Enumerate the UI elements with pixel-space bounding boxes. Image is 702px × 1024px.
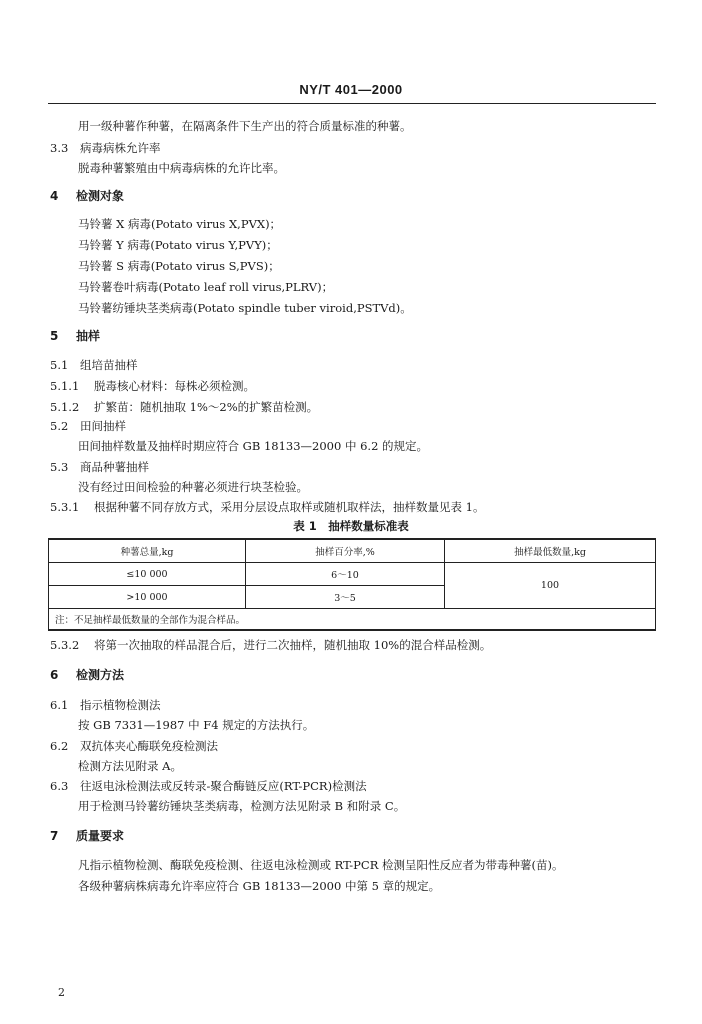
section-title: 商品种薯抽样 xyxy=(80,460,149,474)
paragraph-line: 用一级种薯作种薯，在隔离条件下生产出的符合质量标准的种薯。 xyxy=(78,119,412,133)
section-5-3-2 xyxy=(50,637,491,653)
section-5-1-2 xyxy=(50,399,318,415)
section-number: 6.2 xyxy=(50,739,69,753)
table-cell: ≤10 000 xyxy=(49,563,246,586)
section-6-heading xyxy=(50,667,124,683)
section-5-heading xyxy=(50,328,100,344)
column-header: 种薯总量,kg xyxy=(49,539,246,563)
column-header: 抽样百分率,% xyxy=(246,539,445,563)
paragraph-line: 没有经过田间检验的种薯必须进行块茎检验。 xyxy=(78,480,308,494)
table-caption: 表 1 抽样数量标准表 xyxy=(293,519,409,533)
section-title: 检测方法 xyxy=(76,668,125,682)
section-text: 根据种薯不同存放方式，采用分层设点取样或随机取样法，抽样数量见表 1。 xyxy=(94,500,485,514)
section-number: 6 xyxy=(50,668,59,682)
table-cell: >10 000 xyxy=(49,586,246,609)
paragraph-line: 各级种薯病株病毒允许率应符合 GB 18133—2000 中第 5 章的规定。 xyxy=(78,879,441,893)
section-number: 6.3 xyxy=(50,779,69,793)
section-number: 5.1 xyxy=(50,358,69,372)
table-header-row xyxy=(49,539,656,563)
table-note: 注：不足抽样最低数量的全部作为混合样品。 xyxy=(49,609,656,631)
section-title: 双抗体夹心酶联免疫检测法 xyxy=(80,739,218,753)
section-number: 3.3 xyxy=(50,141,69,155)
section-number: 5.3.2 xyxy=(50,638,80,652)
section-text: 脱毒核心材料：每株必须检测。 xyxy=(94,379,255,393)
standard-header: NY/T 401—2000 xyxy=(299,82,403,97)
sampling-table xyxy=(48,538,656,631)
table-cell-merged: 100 xyxy=(445,563,656,609)
paragraph-line: 田间抽样数量及抽样时期应符合 GB 18133—2000 中 6.2 的规定。 xyxy=(78,439,429,453)
section-title: 组培苗抽样 xyxy=(80,358,138,372)
section-title: 往返电泳检测法或反转录-聚合酶链反应(RT-PCR)检测法 xyxy=(80,779,367,793)
section-number: 5.3.1 xyxy=(50,500,80,514)
paragraph-line: 脱毒种薯繁殖由中病毒病株的允许比率。 xyxy=(78,161,285,175)
section-6-1 xyxy=(50,697,161,713)
section-number: 5.1.1 xyxy=(50,379,80,393)
section-number: 5.2 xyxy=(50,419,69,433)
list-item: 马铃薯纺锤块茎类病毒(Potato spindle tuber viroid,PSTVd)。 xyxy=(78,301,412,315)
section-number: 5.1.2 xyxy=(50,400,80,414)
list-item: 马铃薯卷叶病毒(Potato leaf roll virus,PLRV)； xyxy=(78,280,334,294)
section-3-3 xyxy=(50,140,161,156)
table-cell: 6～10 xyxy=(246,563,445,586)
section-title: 抽样 xyxy=(76,329,101,343)
section-4-heading xyxy=(50,188,124,204)
section-5-3-1 xyxy=(50,499,484,515)
section-title: 田间抽样 xyxy=(80,419,126,433)
section-title: 检测对象 xyxy=(76,189,125,203)
section-5-1 xyxy=(50,357,138,373)
section-title: 质量要求 xyxy=(76,829,125,843)
section-number: 7 xyxy=(50,829,59,843)
table-note-row xyxy=(49,609,656,631)
paragraph-line: 检测方法见附录 A。 xyxy=(78,759,182,773)
paragraph-line: 凡指示植物检测、酶联免疫检测、往返电泳检测或 RT-PCR 检测呈阳性反应者为带毒种薯(苗)。 xyxy=(78,858,564,872)
section-6-3 xyxy=(50,778,367,794)
section-5-2 xyxy=(50,418,126,434)
paragraph-line: 按 GB 7331—1987 中 F4 规定的方法执行。 xyxy=(78,718,315,732)
section-number: 5 xyxy=(50,329,59,343)
section-6-2 xyxy=(50,738,218,754)
header-rule xyxy=(48,103,656,104)
table-cell: 3～5 xyxy=(246,586,445,609)
section-text: 扩繁苗：随机抽取 1%～2%的扩繁苗检测。 xyxy=(94,400,319,414)
section-number: 5.3 xyxy=(50,460,69,474)
list-item: 马铃薯 X 病毒(Potato virus X,PVX)； xyxy=(78,217,282,231)
section-number: 6.1 xyxy=(50,698,69,712)
section-5-3 xyxy=(50,459,149,475)
paragraph-line: 用于检测马铃薯纺锤块茎类病毒，检测方法见附录 B 和附录 C。 xyxy=(78,799,406,813)
section-7-heading xyxy=(50,828,124,844)
section-5-1-1 xyxy=(50,378,255,394)
list-item: 马铃薯 Y 病毒(Potato virus Y,PVY)； xyxy=(78,238,278,252)
column-header: 抽样最低数量,kg xyxy=(445,539,656,563)
list-item: 马铃薯 S 病毒(Potato virus S,PVS)； xyxy=(78,259,280,273)
table-row xyxy=(49,563,656,586)
page-number: 2 xyxy=(58,986,65,999)
section-title: 指示植物检测法 xyxy=(80,698,161,712)
section-number: 4 xyxy=(50,189,59,203)
section-text: 将第一次抽取的样品混合后，进行二次抽样，随机抽取 10%的混合样品检测。 xyxy=(94,638,492,652)
section-title: 病毒病株允许率 xyxy=(80,141,161,155)
